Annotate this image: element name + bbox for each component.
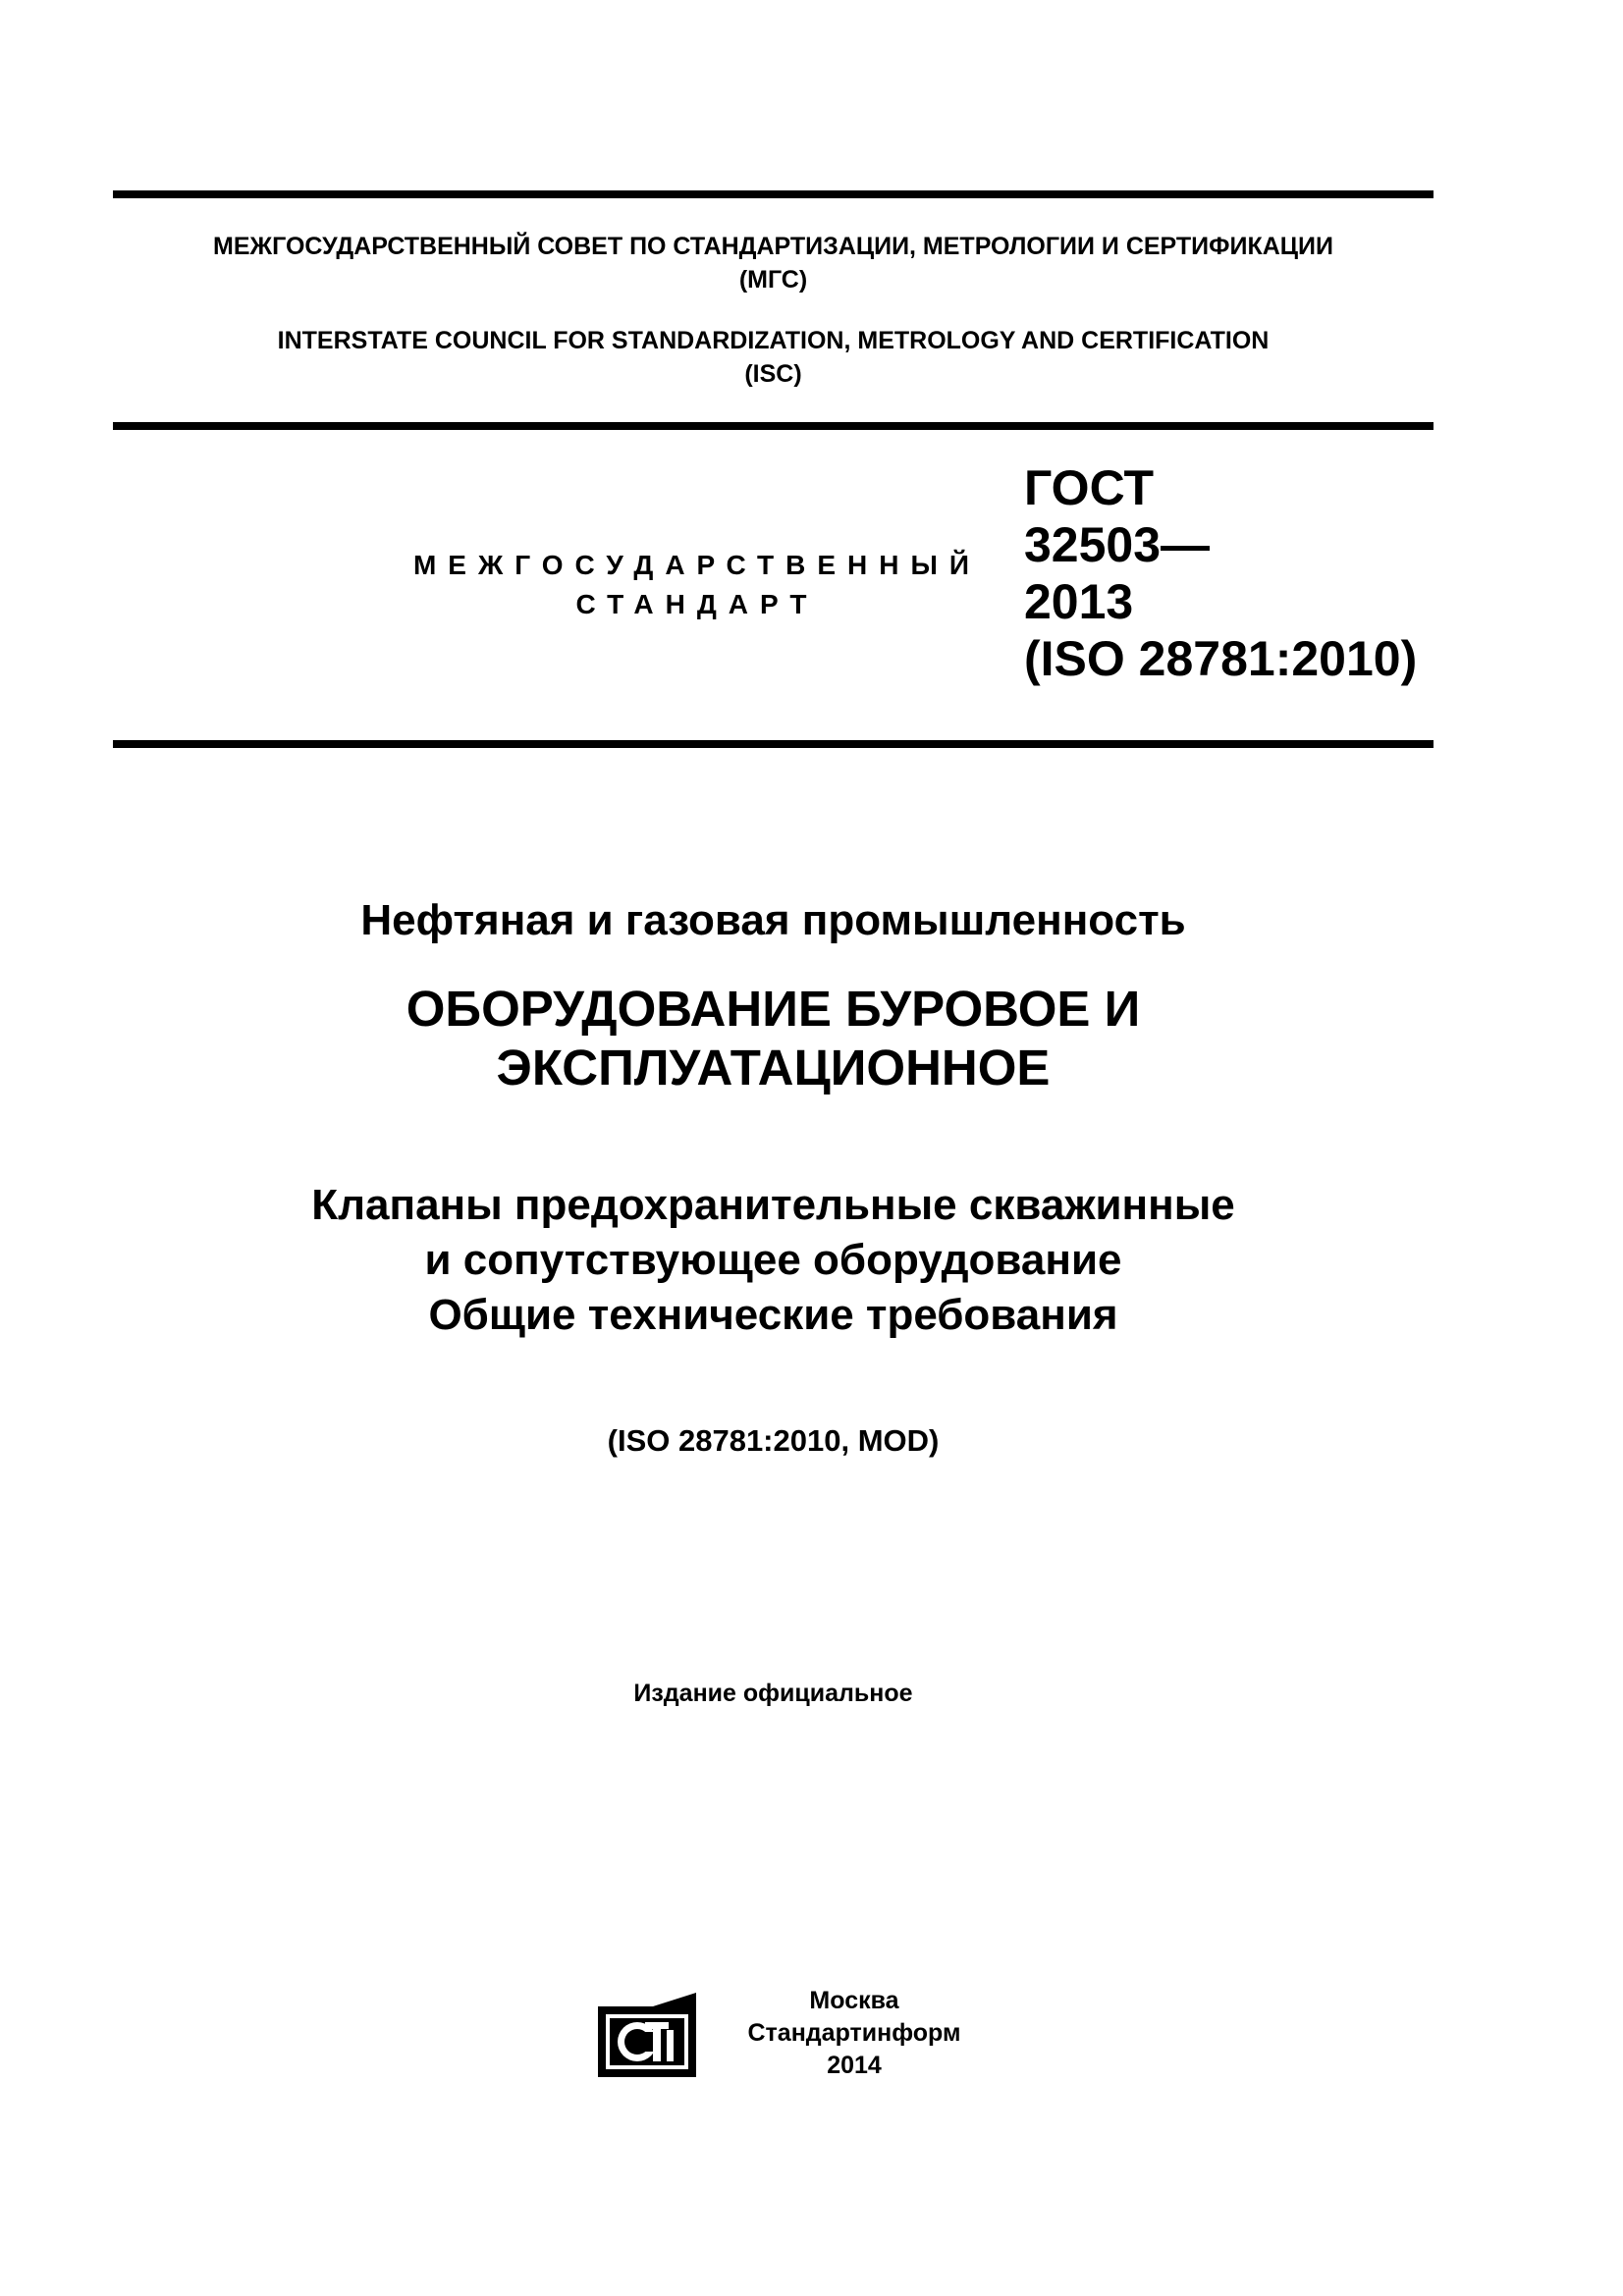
iso-reference-text: (ISO 28781:2010, MOD) — [607, 1423, 940, 1458]
council-ru-line2: (МГС) — [738, 266, 808, 294]
standard-label-line1: МЕЖГОСУДАРСТВЕННЫЙ — [412, 550, 982, 580]
standard-label-line2: СТАНДАРТ — [575, 589, 819, 619]
publisher-year: 2014 — [827, 2052, 882, 2079]
subtitle — [113, 1178, 1434, 1343]
designation-line3: 2013 — [1024, 574, 1134, 629]
publisher-name: Стандартинформ — [747, 2019, 961, 2047]
main-title-line2: ЭКСПЛУАТАЦИОННОЕ — [496, 1040, 1051, 1095]
edition-note — [113, 1677, 1434, 1710]
designation-line2: 32503— — [1024, 517, 1211, 572]
standard-label — [383, 546, 1011, 624]
designation-line1: ГОСТ — [1024, 460, 1154, 515]
top-rule — [113, 190, 1434, 198]
council-header — [113, 230, 1434, 391]
standard-designation — [1024, 459, 1417, 687]
council-ru-line1: МЕЖГОСУДАРСТВЕННЫЙ СОВЕТ ПО СТАНДАРТИЗАЦИИ, МЕТРОЛОГИИ И СЕРТИФИКАЦИИ — [213, 233, 1333, 260]
council-en-line1: INTERSTATE COUNCIL FOR STANDARDIZATION, METROLOGY AND CERTIFICATION — [277, 327, 1270, 354]
iso-reference — [113, 1421, 1434, 1461]
subtitle-line3: Общие технические требования — [428, 1291, 1118, 1339]
subtitle-line2: и сопутствующее оборудование — [424, 1236, 1122, 1284]
publisher-logo-icon — [594, 1989, 702, 2079]
subtitle-line1: Клапаны предохранительные скважинные — [311, 1181, 1235, 1229]
industry-text: Нефтяная и газовая промышленность — [360, 896, 1186, 944]
designation-rule — [113, 740, 1434, 748]
edition-text: Издание официальное — [633, 1680, 913, 1707]
main-title — [113, 980, 1434, 1097]
council-en-line2: (ISC) — [744, 360, 802, 388]
publisher-city: Москва — [809, 1987, 899, 2014]
main-title-line1: ОБОРУДОВАНИЕ БУРОВОЕ И — [406, 981, 1141, 1037]
industry-title — [113, 893, 1434, 948]
designation-line4: (ISO 28781:2010) — [1024, 631, 1418, 686]
header-rule — [113, 422, 1434, 430]
publisher — [731, 1985, 977, 2082]
